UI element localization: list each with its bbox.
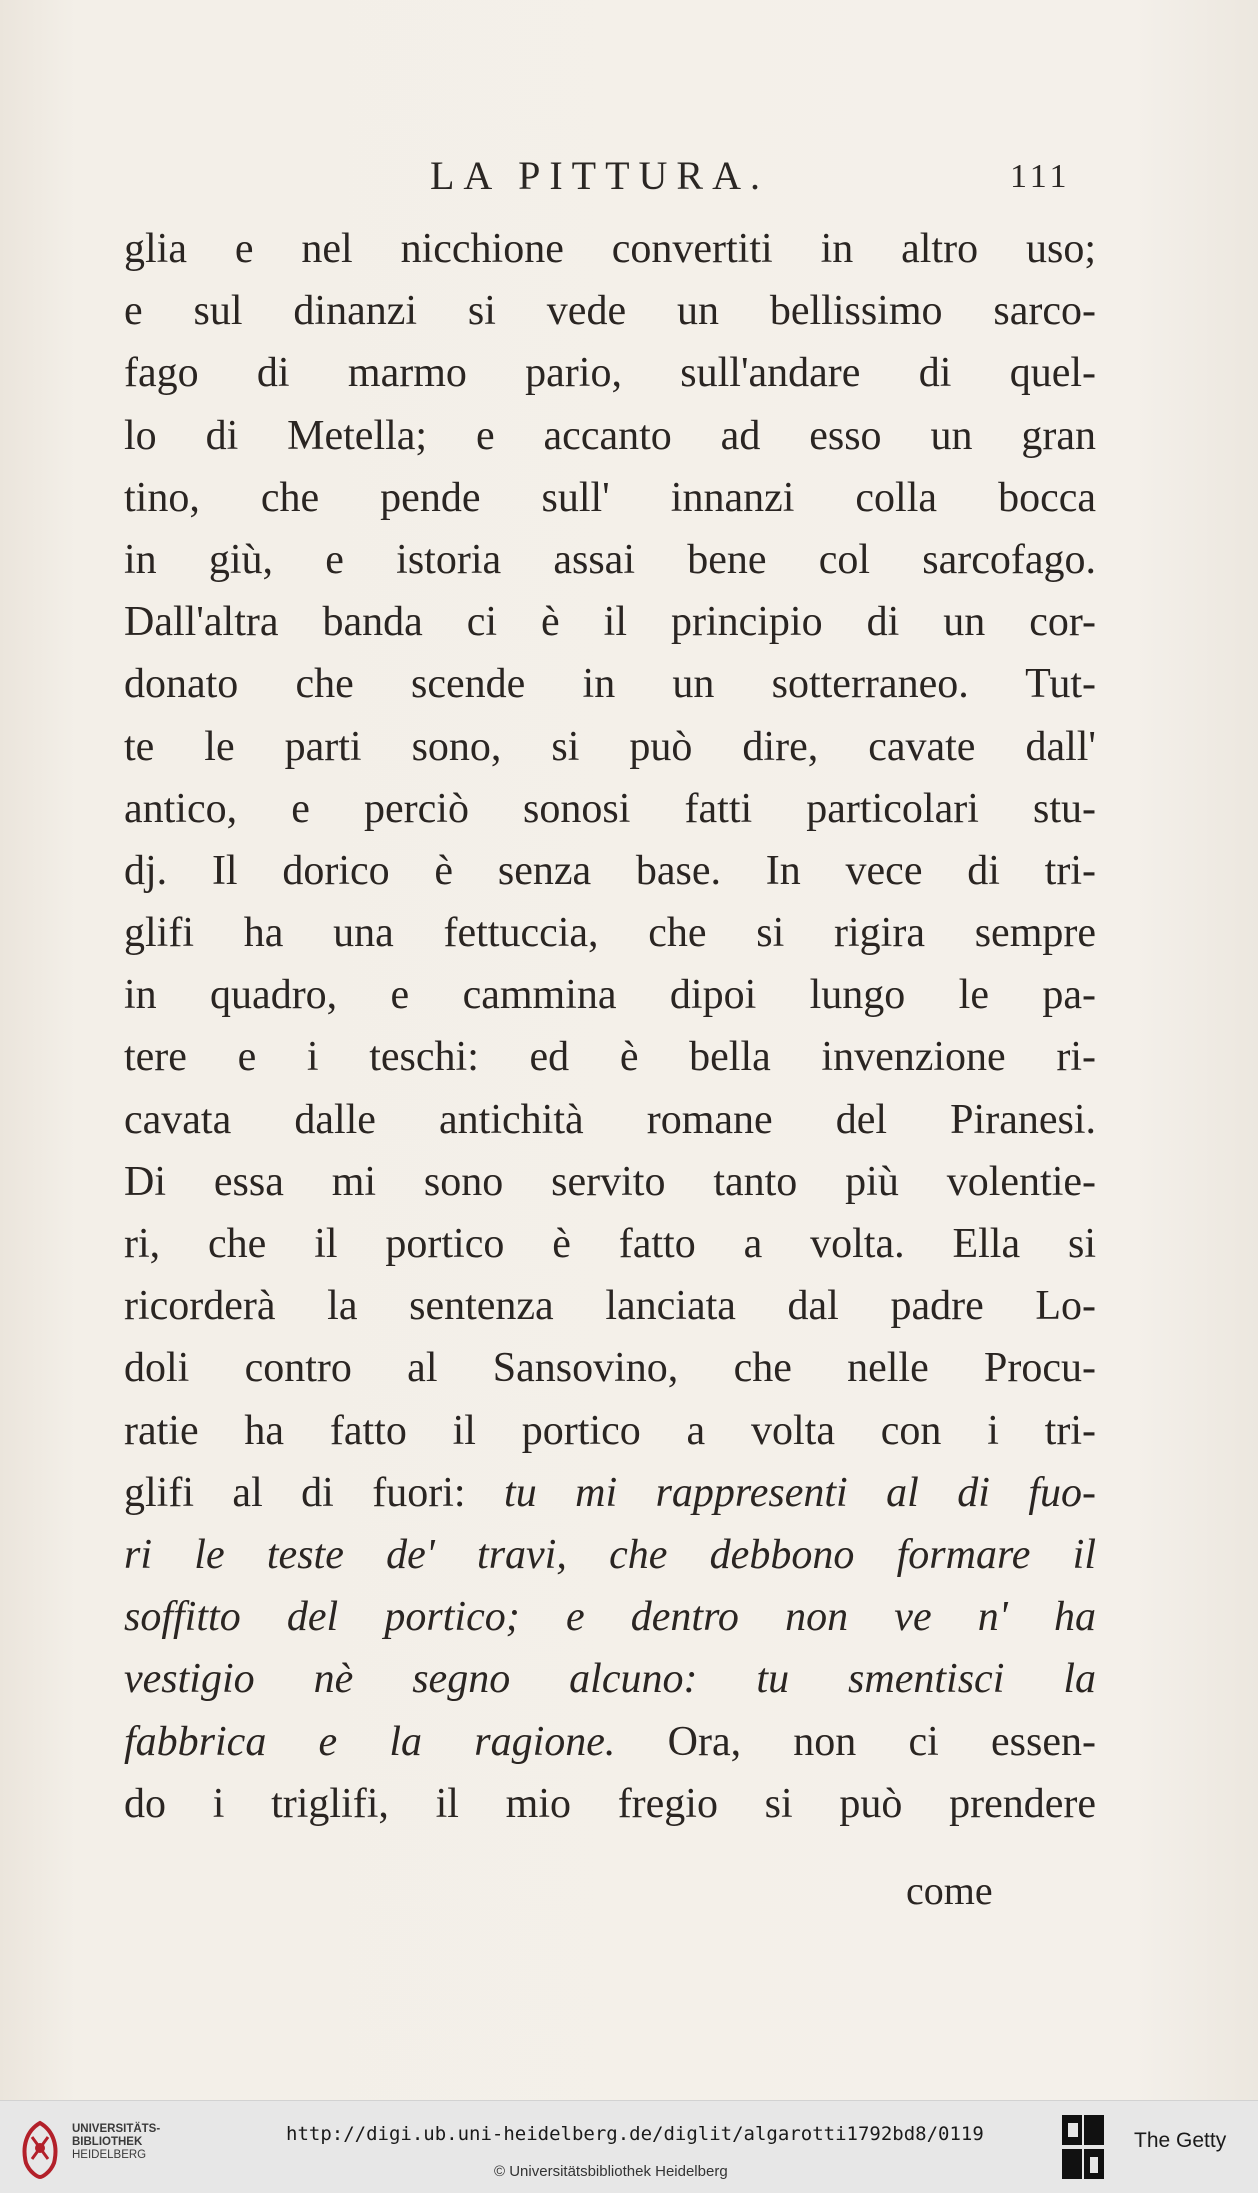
body-text <box>124 218 1096 1835</box>
text-line: donato che scende in un sotterraneo. Tut- <box>124 661 1096 708</box>
page-header <box>0 152 1258 212</box>
text-line: doli contro al Sansovino, che nelle Procu- <box>124 1345 1096 1392</box>
running-head: LA PITTURA. <box>430 153 769 198</box>
text-line: in giù, e istoria assai bene col sarcofago. <box>124 536 1096 583</box>
permalink-url[interactable]: http://digi.ub.uni-heidelberg.de/diglit/algarotti1792bd8/0119 <box>286 2123 984 2145</box>
catchword: come <box>906 1868 993 1913</box>
text-line: cavata dalle antichità romane del Piranesi. <box>124 1096 1096 1143</box>
text-line: ri, che il portico è fatto a volta. Ella si <box>124 1221 1096 1267</box>
text-line-mixed <box>124 1462 1096 1524</box>
text-line: ricorderà la sentenza lanciata dal padre Lo- <box>124 1283 1096 1330</box>
text-line: in quadro, e cammina dipoi lungo le pa- <box>124 972 1096 1019</box>
roman-text: Ora, non ci essen- <box>667 1718 1096 1765</box>
text-line: fago di marmo pario, sull'andare di quel- <box>124 350 1096 397</box>
text-line: ratie ha fatto il portico a volta con i tri- <box>124 1407 1096 1454</box>
quotation-text: fabbrica e la ragione. <box>124 1718 616 1765</box>
text-line: Dall'altra banda ci è il principio di un cor- <box>124 599 1096 646</box>
text-line: glia e nel nicchione convertiti in altro uso; <box>124 226 1096 272</box>
copyright-notice: © Universitätsbibliothek Heidelberg <box>494 2163 728 2180</box>
getty-name: The Getty <box>1134 2129 1227 2152</box>
quotation-line: vestigio nè segno alcuno: tu smentisci la <box>124 1656 1096 1703</box>
page-number: 111 <box>1010 158 1071 195</box>
text-line: lo di Metella; e accanto ad esso un gran <box>124 412 1096 459</box>
text-line: antico, e perciò sonosi fatti particolari stu- <box>124 785 1096 832</box>
quotation-text: tu mi rappresenti al di fuo- <box>504 1469 1096 1516</box>
quotation-line: ri le teste de' travi, che debbono formare il <box>124 1531 1096 1578</box>
text-line: dj. Il dorico è senza base. In vece di tri- <box>124 847 1096 894</box>
text-line: do i triglifi, il mio fregio si può prendere <box>124 1780 1096 1827</box>
text-line: Di essa mi sono servito tanto più volentie- <box>124 1158 1096 1205</box>
university-library-name: UNIVERSITÄTS- BIBLIOTHEK HEIDELBERG <box>72 2123 161 2161</box>
text-line: glifi ha una fettuccia, che si rigira sempre <box>124 910 1096 957</box>
text-line: e sul dinanzi si vede un bellissimo sarco- <box>124 288 1096 335</box>
text-line-mixed <box>124 1711 1096 1773</box>
university-library-logo-icon <box>12 2117 68 2181</box>
quotation-line: soffitto del portico; e dentro non ve n' ha <box>124 1594 1096 1641</box>
viewer-footer <box>0 2100 1258 2193</box>
getty-logo-icon <box>1060 2113 1106 2183</box>
text-line: tere e i teschi: ed è bella invenzione ri- <box>124 1034 1096 1081</box>
text-line: te le parti sono, si può dire, cavate dall' <box>124 723 1096 770</box>
roman-text: glifi al di fuori: <box>124 1469 466 1516</box>
text-line: tino, che pende sull' innanzi colla bocca <box>124 474 1096 521</box>
